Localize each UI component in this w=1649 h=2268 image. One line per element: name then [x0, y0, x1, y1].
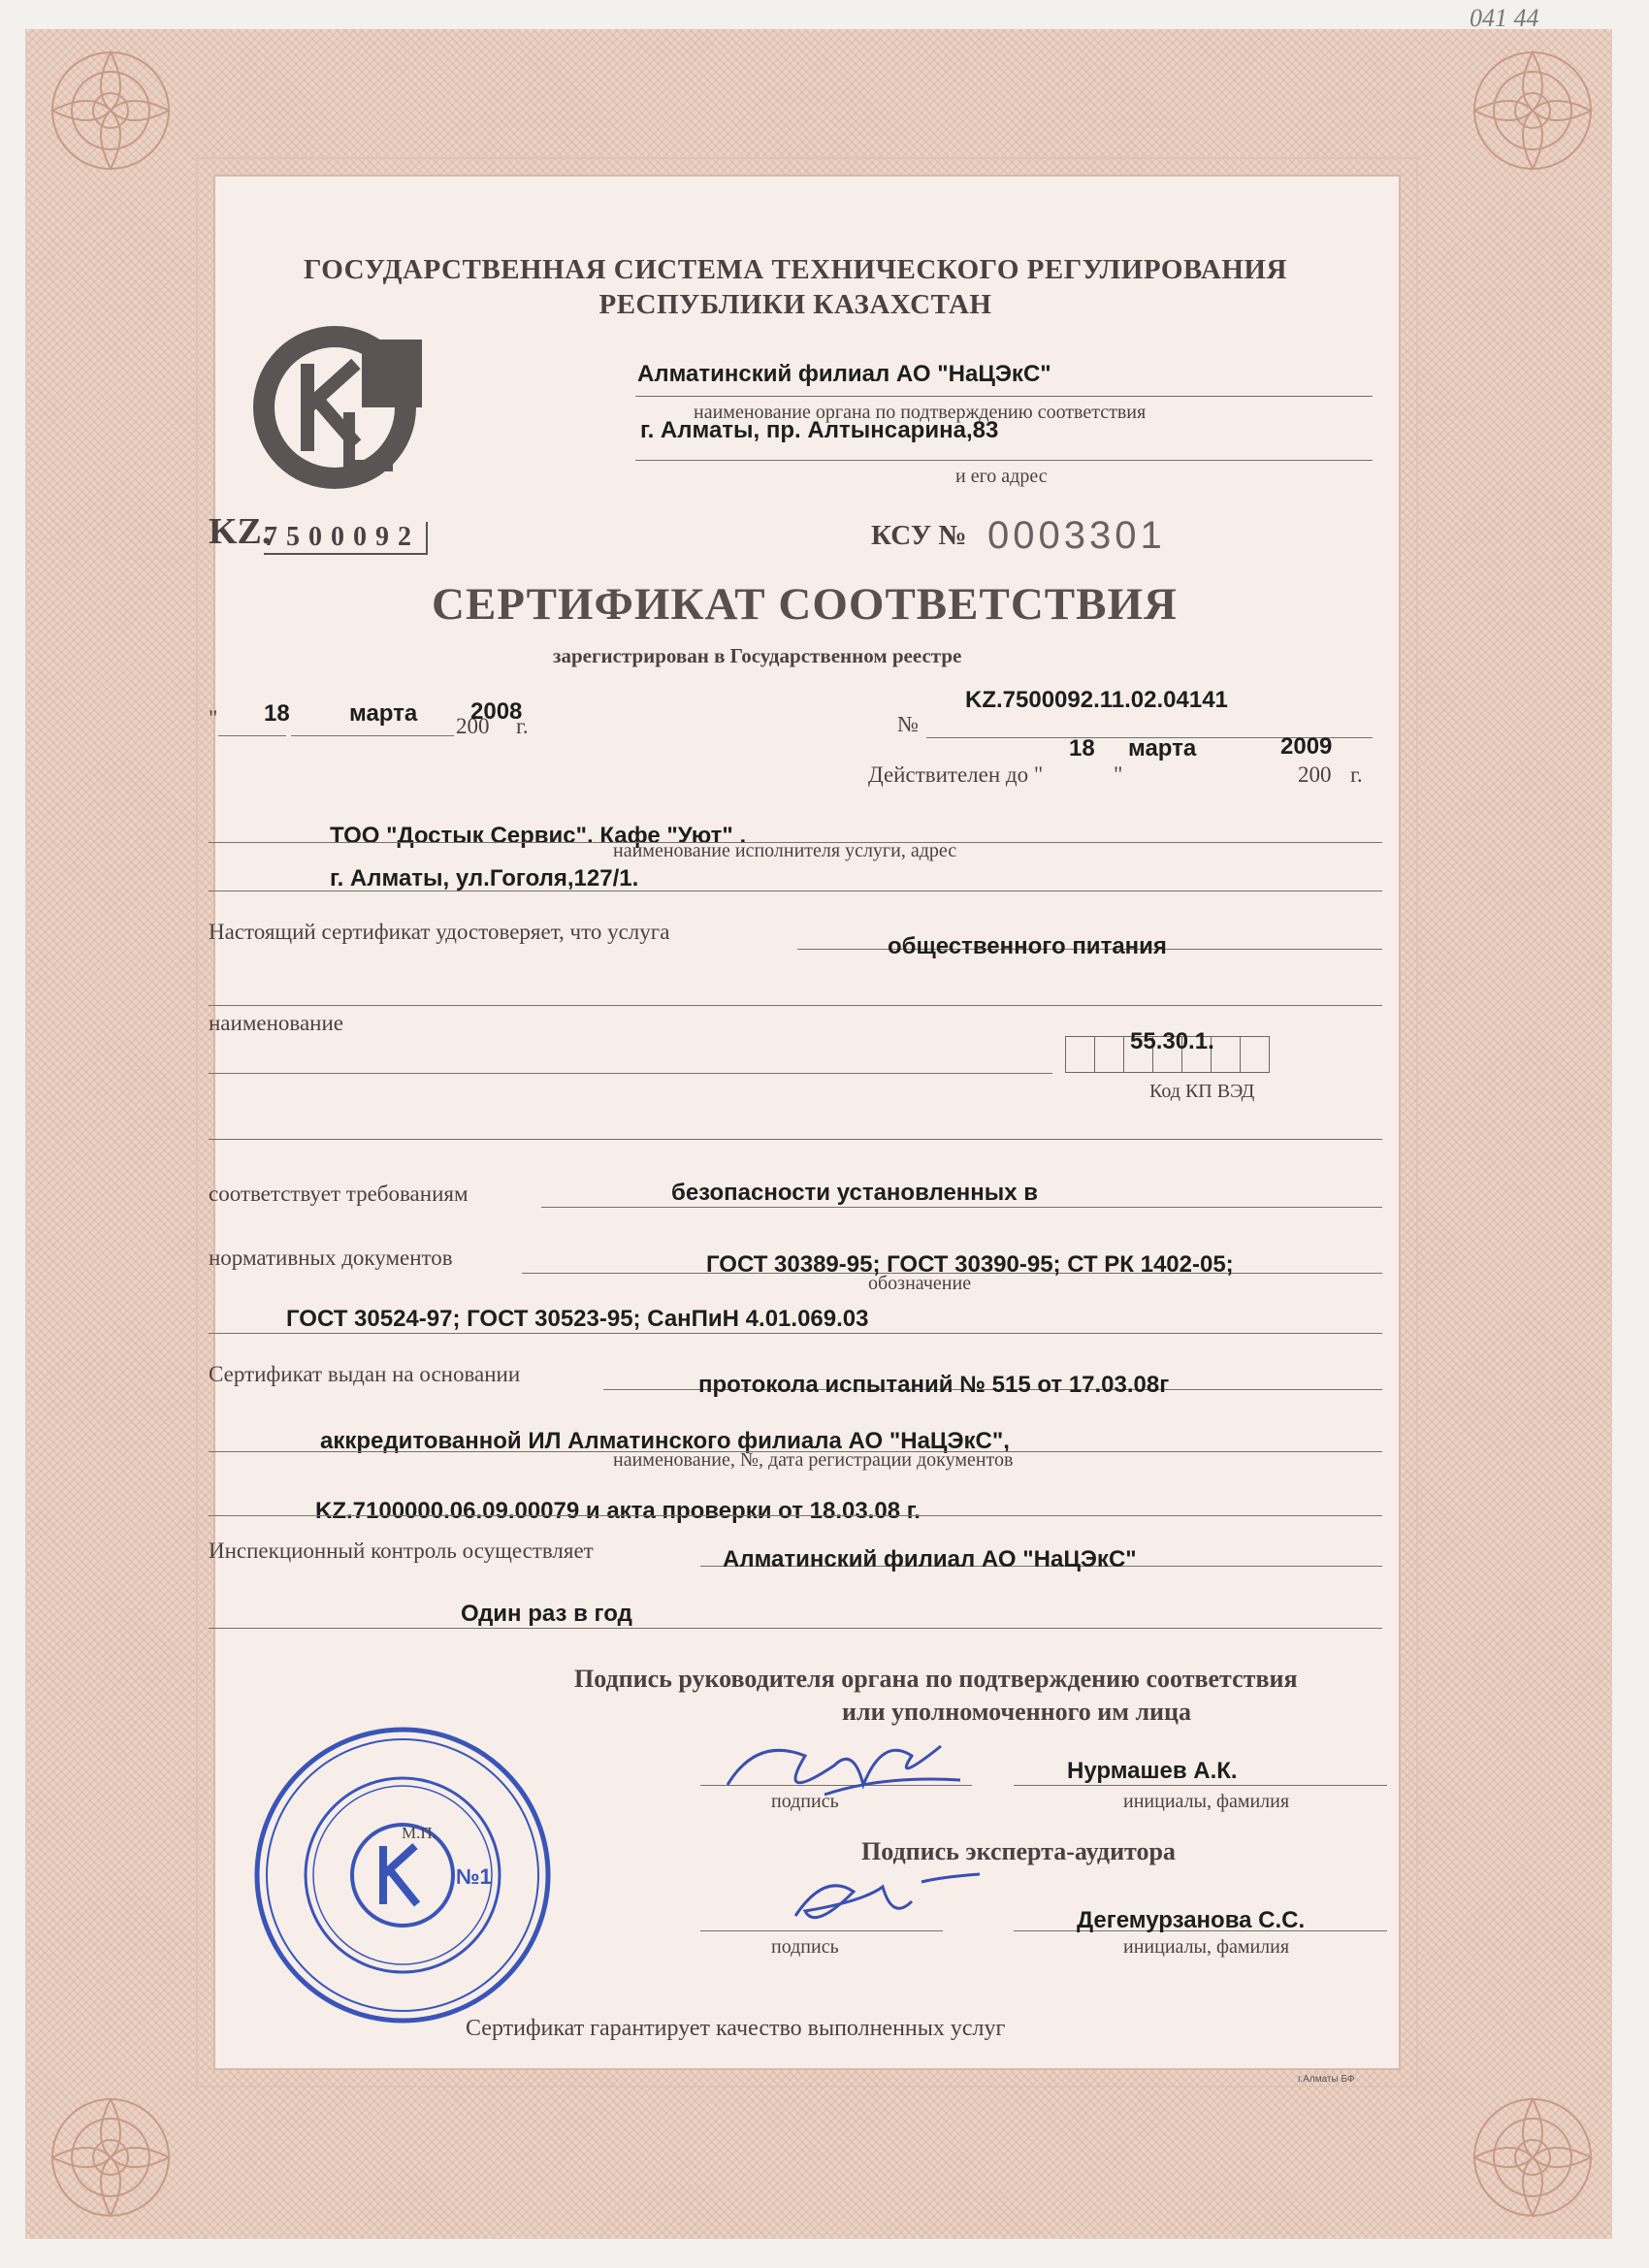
- head-sign-caption: подпись: [771, 1791, 839, 1812]
- ksu-logo: [247, 320, 422, 495]
- head-name: Нурмашев А.К.: [1067, 1758, 1238, 1784]
- printer-mark: г.Алматы БФ: [1298, 2074, 1355, 2085]
- underline: [209, 1005, 1382, 1006]
- date-quote: ": [209, 706, 218, 730]
- inspection-value: Алматинский филиал АО "НаЦЭкС": [723, 1546, 1137, 1572]
- valid-year-label: 200: [1298, 762, 1332, 787]
- reg-no-label: №: [897, 712, 919, 736]
- issue-year: 2008: [470, 698, 523, 725]
- underline: [635, 396, 1373, 397]
- header-line-2: РЕСПУБЛИКИ КАЗАХСТАН: [598, 289, 992, 320]
- kz-prefix: KZ.: [209, 511, 272, 552]
- valid-year-suffix: г.: [1350, 762, 1363, 787]
- footer-statement: Сертификат гарантирует качество выполненных услуг: [466, 2016, 1006, 2041]
- performer-name: ТОО "Достык Сервис". Кафе "Уют" .: [330, 823, 747, 849]
- ksu-number: 0003301: [987, 514, 1166, 557]
- year-label: 200: [456, 714, 490, 738]
- auditor-signature: [776, 1863, 999, 1940]
- handwritten-corner-note: 041 44: [1470, 4, 1539, 32]
- underline: [209, 1073, 1052, 1074]
- auditor-sign-caption: подпись: [771, 1936, 839, 1958]
- inspection-label: Инспекционный контроль осуществляет: [209, 1539, 594, 1563]
- valid-year: 2009: [1280, 733, 1333, 760]
- head-signature-title-2: или уполномоченного им лица: [842, 1698, 1192, 1726]
- issuing-body-name: Алматинский филиал АО "НаЦЭкС": [637, 361, 1051, 387]
- docs-caption: обозначение: [868, 1273, 972, 1294]
- kz-number: 7500092: [264, 522, 428, 555]
- basis-value-3: KZ.7100000.06.09.00079 и акта проверки от 18.03.08 г.: [315, 1498, 921, 1524]
- performer-address: г. Алматы, ул.Гоголя,127/1.: [330, 865, 639, 891]
- underline: [209, 1515, 1382, 1516]
- requirements-label: соответствует требованиям: [209, 1182, 469, 1206]
- service-name-label: наименование: [209, 1011, 343, 1035]
- valid-month: марта: [1128, 735, 1197, 761]
- underline: [209, 1628, 1382, 1629]
- performer-caption: наименование исполнителя услуги, адрес: [613, 840, 957, 861]
- basis-value-2: аккредитованной ИЛ Алматинского филиала АО "НаЦЭкС",: [320, 1428, 1010, 1454]
- name-line: [1014, 1785, 1387, 1786]
- certificate-title: СЕРТИФИКАТ СООТВЕТСТВИЯ: [432, 579, 1178, 630]
- underline: [209, 1333, 1382, 1334]
- rosette-bottom-left: [33, 2080, 188, 2235]
- docs-value-2: ГОСТ 30524-97; ГОСТ 30523-95; СанПиН 4.01.069.03: [286, 1306, 869, 1332]
- head-signature: [718, 1717, 970, 1814]
- issue-month: марта: [349, 700, 418, 727]
- registry-number: KZ.7500092.11.02.04141: [965, 687, 1228, 713]
- ksu-label: КСУ №: [871, 520, 967, 551]
- valid-until-label: Действителен до ": [868, 762, 1044, 787]
- auditor-signature-title: Подпись эксперта-аудитора: [861, 1837, 1176, 1865]
- auditor-name: Дегемурзанова С.С.: [1077, 1907, 1306, 1933]
- year-suffix: г.: [516, 714, 529, 738]
- rosette-top-right: [1455, 33, 1610, 188]
- service-value: общественного питания: [888, 933, 1167, 959]
- auditor-name-caption: инициалы, фамилия: [1123, 1936, 1290, 1958]
- issue-day: 18: [264, 700, 290, 727]
- valid-day: 18: [1069, 735, 1095, 761]
- head-signature-title-1: Подпись руководителя органа по подтверждению соответствия: [574, 1665, 1298, 1693]
- service-label: Настоящий сертификат удостоверяет, что услуга: [209, 920, 670, 944]
- issuing-body-address: г. Алматы, пр. Алтынсарина,83: [640, 417, 999, 443]
- header-line-1: ГОСУДАРСТВЕННАЯ СИСТЕМА ТЕХНИЧЕСКОГО РЕГУЛИРОВАНИЯ: [304, 254, 1287, 285]
- official-stamp: [252, 1725, 553, 2025]
- address-caption: и его адрес: [955, 466, 1048, 487]
- code-caption: Код КП ВЭД: [1149, 1081, 1255, 1102]
- okved-code: 55.30.1.: [1130, 1028, 1214, 1054]
- basis-caption: наименование, №, дата регистрации документов: [613, 1449, 1014, 1471]
- head-name-caption: инициалы, фамилия: [1123, 1791, 1290, 1812]
- certificate-subtitle: зарегистрирован в Государственном реестре: [553, 644, 962, 667]
- rosette-bottom-right: [1455, 2080, 1610, 2235]
- issuing-body-caption: наименование органа по подтверждению соответствия: [694, 402, 1147, 423]
- valid-quote-close: ": [1114, 762, 1123, 787]
- stamp-number: №1: [456, 1864, 492, 1889]
- docs-value-1: ГОСТ 30389-95; ГОСТ 30390-95; СТ РК 1402-05;: [706, 1251, 1234, 1278]
- requirements-value: безопасности установленных в: [671, 1180, 1039, 1206]
- underline: [541, 1207, 1382, 1208]
- mp-mark: М.П.: [402, 1824, 436, 1842]
- basis-value-1: протокола испытаний № 515 от 17.03.08г: [698, 1372, 1170, 1398]
- underline: [635, 460, 1373, 461]
- basis-label: Сертификат выдан на основании: [209, 1362, 521, 1386]
- underline: [291, 735, 454, 736]
- underline: [218, 735, 286, 736]
- underline: [209, 1139, 1382, 1140]
- rosette-top-left: [33, 33, 188, 188]
- docs-label: нормативных документов: [209, 1246, 453, 1270]
- inspection-frequency: Один раз в год: [461, 1601, 632, 1627]
